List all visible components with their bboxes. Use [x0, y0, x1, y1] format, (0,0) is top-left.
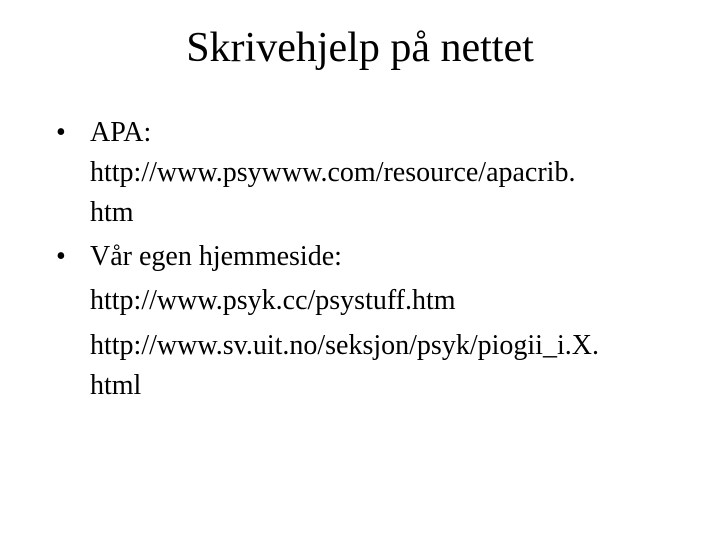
homepage-url-2-line-2[interactable]: html: [90, 370, 142, 401]
homepage-url-2-line-1[interactable]: http://www.sv.uit.no/seksjon/psyk/piogii_i.X.: [90, 330, 599, 361]
bullet-marker: •: [56, 117, 66, 148]
bullet-label-homepage: Vår egen hjemmeside:: [90, 241, 342, 272]
slide-title: Skrivehjelp på nettet: [186, 25, 534, 71]
apa-url-line-2[interactable]: htm: [90, 197, 134, 228]
homepage-url-1[interactable]: http://www.psyk.cc/psystuff.htm: [90, 285, 456, 316]
bullet-label-apa: APA:: [90, 117, 152, 148]
apa-url-line-1[interactable]: http://www.psywww.com/resource/apacrib.: [90, 157, 576, 188]
bullet-marker: •: [56, 241, 66, 272]
